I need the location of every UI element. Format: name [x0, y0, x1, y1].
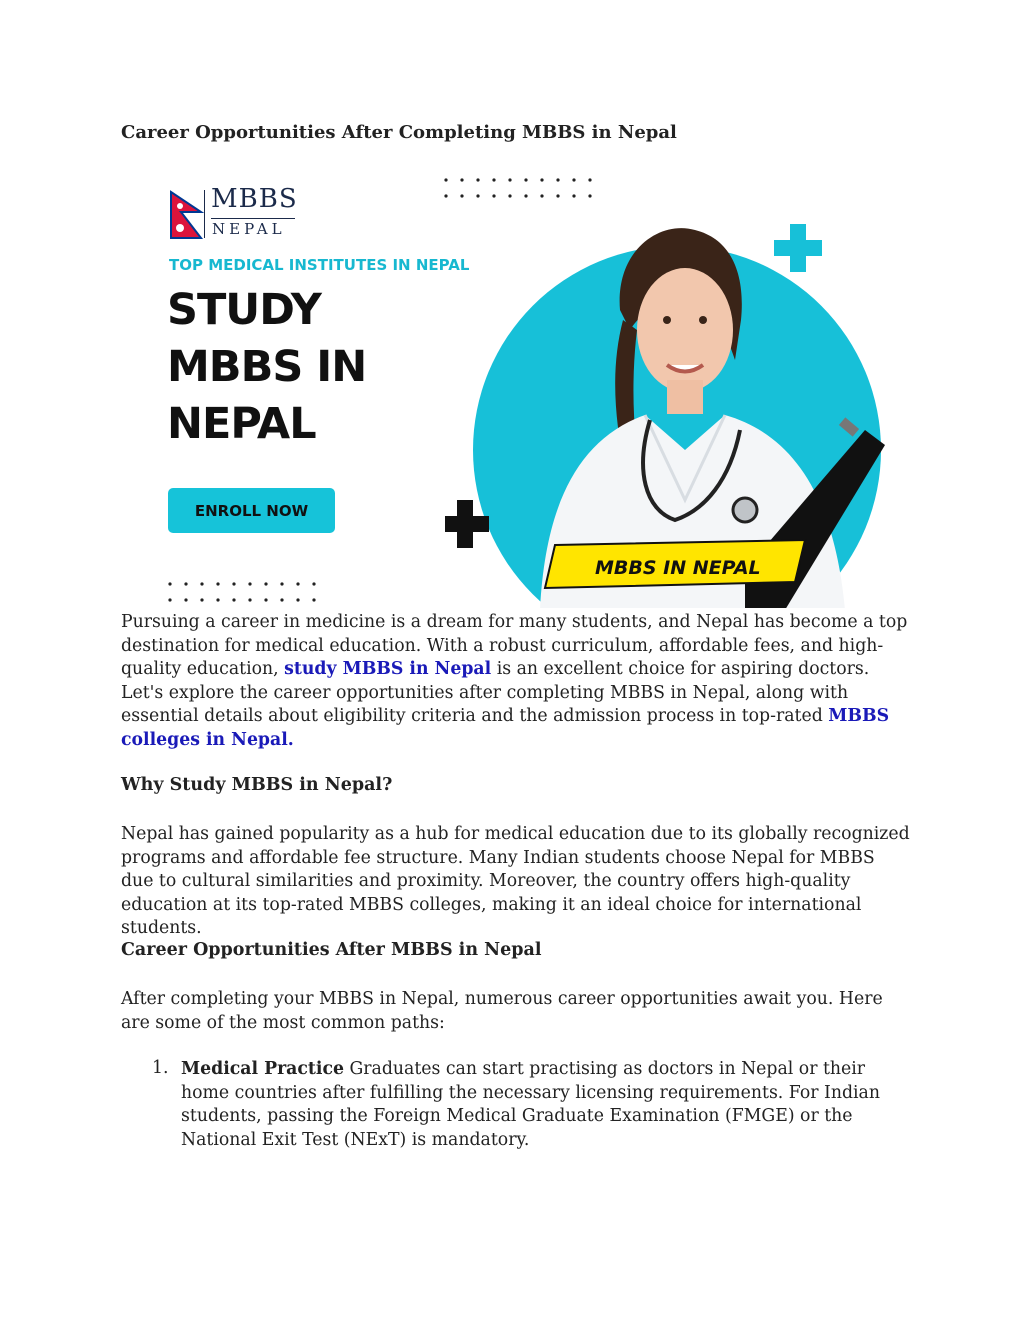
- logo-divider: [204, 190, 205, 238]
- document-title: Career Opportunities After Completing MBBS in Nepal: [121, 122, 677, 143]
- why-paragraph: Nepal has gained popularity as a hub for medical education due to its globally recognized programs and affordable fee structure. Many Indian students choose Nepal for MBBS due to cultural similarities and proximity. Moreover, the country offers high-quality education at its top-rated MBBS colleges, making it an ideal choice for international students.: [121, 824, 910, 939]
- intro-paragraph: [121, 611, 911, 753]
- intro-text: is an excellent choice for aspiring doctors. Let's explore the career opportunities after completing MBBS in Nepal, along with essential details about eligibility criteria and the admission process in top-rated: [121, 659, 870, 727]
- list-item-text: Graduates can start practising as doctors in Nepal or their home countries after fulfilling the necessary licensing requirements. For Indian students, passing the Foreign Medical Graduate Examination (FMGE) or the National Exit Test (NExT) is mandatory.: [181, 1059, 880, 1150]
- intro-text: Pursuing a career in medicine is a dream for many students, and Nepal has become a top destination for medical education. With a robust curriculum, affordable fees, and high-quality education,: [121, 612, 908, 680]
- logo-text-nepal: NEPAL: [212, 220, 286, 238]
- study-mbbs-link[interactable]: study MBBS in Nepal: [284, 659, 492, 680]
- enroll-now-button[interactable]: ENROLL NOW: [168, 488, 335, 533]
- list-item: [181, 1058, 911, 1152]
- list-item-title: Medical Practice: [181, 1059, 344, 1079]
- headline-line: STUDY: [167, 285, 321, 335]
- headline-line: NEPAL: [167, 399, 316, 449]
- ribbon-label: MBBS IN NEPAL: [595, 557, 761, 579]
- logo-underline: [211, 218, 295, 219]
- dot-grid-bottom-decoration: [167, 580, 317, 606]
- list-number: 1.: [152, 1058, 169, 1078]
- career-paragraph: After completing your MBBS in Nepal, numerous career opportunities await you. Here are some of the most common paths:: [121, 989, 883, 1033]
- headline-line: MBBS IN: [167, 342, 367, 392]
- mbbs-colleges-link[interactable]: MBBS colleges in Nepal.: [121, 706, 890, 750]
- banner-subtitle: TOP MEDICAL INSTITUTES IN NEPAL: [169, 256, 470, 274]
- section-heading-career: Career Opportunities After MBBS in Nepal: [121, 940, 542, 960]
- dot-grid-top-decoration: [443, 176, 593, 202]
- promo-banner: [165, 170, 905, 608]
- section-heading-why: Why Study MBBS in Nepal?: [121, 775, 393, 795]
- logo-text-mbbs: MBBS: [211, 184, 298, 214]
- nepal-flag-icon: [169, 188, 209, 248]
- plus-icon: [774, 224, 822, 272]
- doctor-illustration: [445, 210, 905, 608]
- banner-headline: [167, 282, 366, 453]
